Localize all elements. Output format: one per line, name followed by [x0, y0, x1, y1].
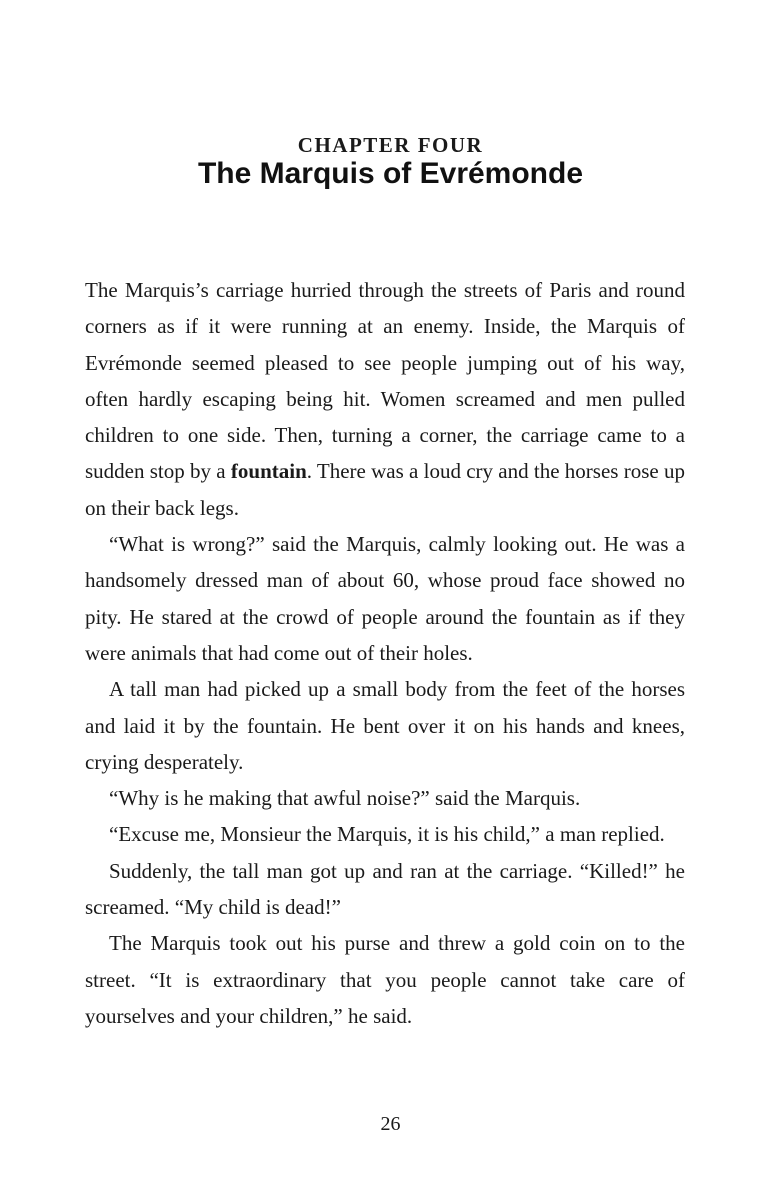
- glossary-term-fountain: fountain: [230, 459, 307, 484]
- paragraph-5: “Excuse me, Monsieur the Marquis, it is his child,” a man replied.: [109, 822, 665, 847]
- paragraph-2: “What is wrong?” said the Marquis, calmly looking out. He was a handsomely dressed man of about 60, whose proud face showed no pity. He stared at the crowd of people around the fountain as if they were animals that had come out of their holes.: [85, 532, 685, 665]
- paragraph-1: [85, 272, 685, 526]
- paragraph-7: The Marquis took out his purse and threw a gold coin on to the street. “It is extraordinary that you people cannot take care of yourselves and your children,” he said.: [85, 931, 685, 1028]
- paragraph-4: “Why is he making that awful noise?” said the Marquis.: [109, 786, 581, 811]
- paragraph-3: A tall man had picked up a small body from the feet of the horses and laid it by the fountain. He bent over it on his hands and knees, crying desperately.: [85, 677, 685, 774]
- paragraph-1-text-start: The Marquis’s carriage hurried through the streets of Paris and round corners as if it were running at an enemy. Inside, the Marquis of Evrémonde seemed pleased to see people jumping out of his way, often hardly escaping being hit. Women screamed and men pulled children to one side. Then, turning a corner, the carriage came to a sudden stop by a: [85, 278, 685, 484]
- chapter-body: [85, 272, 685, 1034]
- paragraph-6: Suddenly, the tall man got up and ran at the carriage. “Killed!” he screamed. “My child is dead!”: [85, 858, 685, 920]
- page-number: 26: [380, 1113, 401, 1135]
- chapter-label: CHAPTER FOUR: [297, 133, 484, 157]
- paragraph-1-text-end: . There was a loud cry and the horses rose up on their back legs.: [85, 459, 685, 520]
- chapter-title: The Marquis of Evrémonde: [197, 157, 584, 190]
